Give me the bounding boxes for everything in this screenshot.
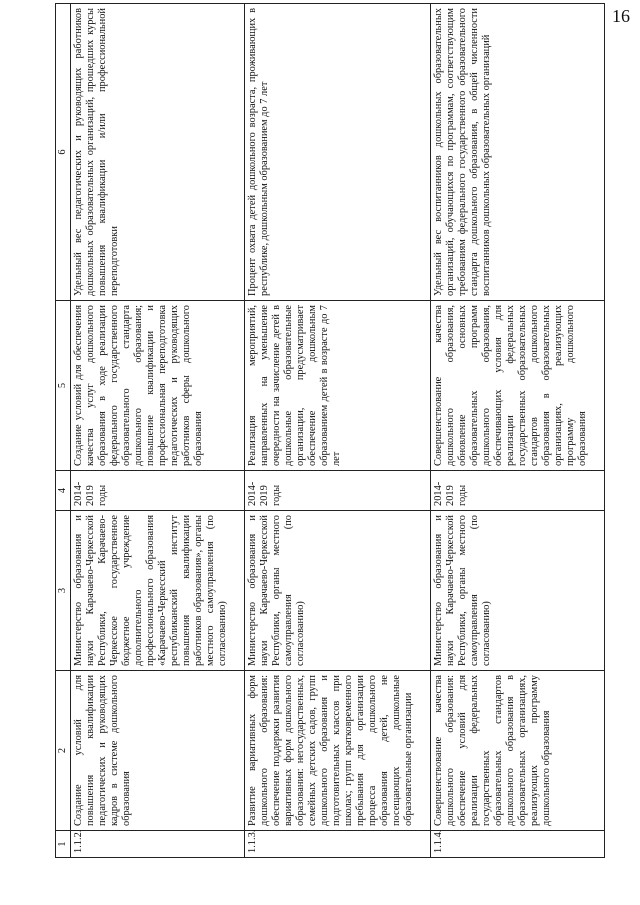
indicator-cell: Удельный вес педагогических и руководящих работников дошкольных образовательных организаций, прошедших курсы повышения квалификации и/или профессиональной переподготовки (71, 4, 245, 301)
table-row (244, 4, 431, 858)
executor-cell: Министерство образования и науки Карачаево-Черкесской Республики, Карачаево-Черкесское государственное бюджетное учреждение дополнительного профессионального образования «Карачаево-Черкесский республиканский институт повышения квалификации работников образования», органы местного самоуправления (по согласованию) (71, 511, 245, 671)
event-cell: Развитие вариативных форм дошкольного образования: обеспечение поддержки развития вариативных форм дошкольного образования: негосударственных, семейных детских садов, групп дошкольного образования и подготовительных классов при школах; групп кратковременного пребывания для организации процесса дошкольного образования детей, не посещающих дошкольные образовательные организации (244, 671, 431, 831)
table-row (431, 4, 605, 858)
rotated-table-container (55, 3, 605, 858)
events-table (55, 3, 605, 858)
row-number: 1.1.3. (244, 831, 431, 858)
term-cell: 2014-2019 годы (244, 471, 431, 511)
row-number: 1.1.2. (71, 831, 245, 858)
header-col-5: 5 (56, 301, 71, 471)
event-cell: Совершенствование качества дошкольного образования: обеспечение условий для реализации федеральных государственных образовательных стандартов дошкольного образования в образовательных организациях, реализующих программу дошкольного образования (431, 671, 605, 831)
header-col-4: 4 (56, 471, 71, 511)
header-col-3: 3 (56, 511, 71, 671)
row-number: 1.1.4. (431, 831, 605, 858)
page-number: 16 (612, 6, 630, 26)
event-cell: Создание условий для повышения квалификации педагогических и руководящих кадров в системе дошкольного образования (71, 671, 245, 831)
result-cell: Реализация мероприятий, направленных на уменьшение очередности на зачисление детей в дошкольные образовательные организации, предусматривает обеспечение дошкольным образованием детей в возрасте до 7 лет (244, 301, 431, 471)
executor-cell: Министерство образования и науки Карачаево-Черкесской Республики, органы местного самоуправления (по согласованию) (244, 511, 431, 671)
indicator-cell: Процент охвата детей дошкольного возраста, проживающих в республике, дошкольным образованием до 7 лет (244, 4, 431, 301)
executor-cell: Министерство образования и науки Карачаево-Черкесской Республики, органы местного самоуправления (по согласованию) (431, 511, 605, 671)
table-row (71, 4, 245, 858)
term-cell: 2014-2019 годы (71, 471, 245, 511)
header-col-2: 2 (56, 671, 71, 831)
indicator-cell: Удельный вес воспитанников дошкольных образовательных организаций, обучающихся по программам, соответствующим требованиям федерального государственного образовательного стандарта дошкольного образования, в общей численности воспитанников дошкольных образовательных организаций (431, 4, 605, 301)
header-col-6: 6 (56, 4, 71, 301)
term-cell: 2014-2019 годы (431, 471, 605, 511)
header-row (56, 4, 71, 858)
header-col-1: 1 (56, 831, 71, 858)
result-cell: Совершенствование качества дошкольного образования, обновление основных образовательных программ дошкольного образования, обеспечивающих условия для реализации федеральных государственных образовательных стандартов дошкольного образования в образовательных организациях, реализующих программу дошкольного образования (431, 301, 605, 471)
result-cell: Создание условий для обеспечения качества услуг дошкольного образования в ходе реализации федерального государственного образовательного стандарта дошкольного образования; повышение квалификации и профессиональная переподготовка педагогических и руководящих работников сферы дошкольного образования (71, 301, 245, 471)
